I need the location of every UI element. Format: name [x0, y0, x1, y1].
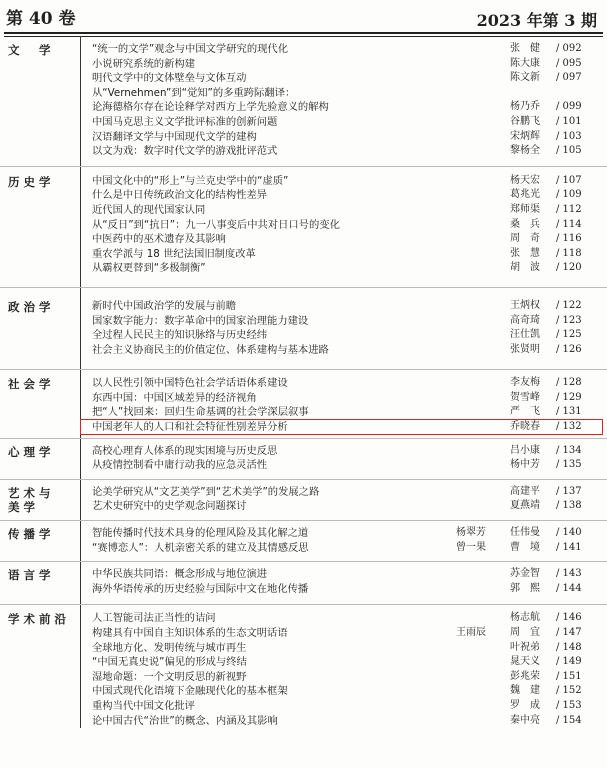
toc-entry[interactable]: [0, 567, 607, 582]
article-title: 中医药中的巫术遗存及其影响: [92, 233, 226, 246]
article-title: 把“人”找回来：回归生命基调的社会学深层叙事: [92, 406, 309, 419]
article-title: 论美学研究从“文艺美学”到“艺术美学”的发展之路: [92, 485, 320, 498]
page-number: / 131: [556, 406, 582, 418]
article-title: 人工智能司法正当性的诘问: [92, 612, 216, 625]
article-author: 贺雪峰: [510, 391, 540, 403]
page-number: / 092: [556, 43, 582, 54]
article-author: 苏金智: [510, 568, 540, 580]
article-title: 近代国人的现代国家认同: [92, 203, 206, 216]
section-subject: 学术前沿: [8, 612, 70, 627]
page-number: / 151: [556, 670, 582, 682]
page-number: / 122: [556, 299, 582, 311]
article-author: 罗 成: [510, 699, 540, 711]
page-number: / 143: [556, 568, 582, 580]
article-author: 桑 兵: [510, 218, 540, 230]
article-title: 中国老年人的人口和社会特征性别差异分析: [92, 421, 288, 434]
header-rule-thick: [4, 32, 603, 34]
article-title: 高校心理育人体系的现实困境与历史反思: [92, 444, 278, 457]
page-number: / 129: [556, 391, 582, 403]
toc-entry[interactable]: [0, 115, 607, 130]
toc-entry[interactable]: [0, 684, 607, 699]
toc-entry[interactable]: [0, 526, 607, 541]
toc-entry[interactable]: [0, 699, 607, 714]
article-author: 乔晓春: [510, 421, 540, 433]
toc-entry[interactable]: [0, 218, 607, 233]
section-subject: 社会学: [8, 377, 55, 392]
article-title: “统一的文学”观念与中国文学研究的现代化: [92, 43, 289, 55]
article-author: 谷鹏飞: [510, 115, 540, 127]
volume-label: 第 40 卷: [6, 9, 76, 29]
toc-section: [0, 605, 607, 728]
toc-entry[interactable]: [0, 100, 607, 115]
article-author: 任伟曼: [510, 527, 540, 539]
article-author: 曹 境: [510, 541, 540, 553]
toc-entry[interactable]: [0, 626, 607, 641]
toc-entry[interactable]: [0, 444, 607, 459]
article-author: 高奇琦: [510, 314, 540, 326]
page-number: / 149: [556, 656, 582, 668]
article-title: 中国马克思主义文学批评标准的创新问题: [92, 115, 278, 128]
toc-entry[interactable]: [0, 611, 607, 626]
article-title: 以文为戏：数字时代文学的游戏批评范式: [92, 145, 278, 158]
toc-entry[interactable]: [0, 130, 607, 145]
page-number: / 152: [556, 685, 582, 697]
article-author: 叶祝弟: [510, 641, 540, 653]
toc-entry[interactable]: [0, 420, 607, 435]
toc-entry[interactable]: [0, 71, 607, 86]
article-author: 葛兆光: [510, 189, 540, 201]
article-author: 杨乃乔: [510, 101, 540, 113]
article-author: 胡 波: [510, 262, 540, 274]
article-title: 社会主义协商民主的价值定位、体系建构与基本进路: [92, 343, 329, 356]
article-title: 中华民族共同语：概念形成与地位演进: [92, 568, 268, 581]
toc-entry[interactable]: [0, 670, 607, 685]
article-author: 陈文新: [510, 72, 540, 84]
page-number: / 126: [556, 343, 582, 355]
article-title: 重构当代中国文化批评: [92, 699, 195, 712]
page-number: / 123: [556, 314, 582, 326]
page-number: / 146: [556, 612, 582, 624]
article-title: 构建具有中国自主知识体系的生态文明话语: [92, 627, 288, 639]
article-title: 中国文化中的“形上”与兰克史学中的“虚质”: [92, 174, 289, 187]
page-number: / 134: [556, 444, 582, 456]
article-title: 汉语翻译文学与中国现代文学的建构: [92, 130, 257, 143]
page-number: / 138: [556, 500, 582, 512]
toc-entry[interactable]: [0, 485, 607, 500]
page-number: / 099: [556, 101, 582, 113]
article-title: 海外华语传承的历史经验与国际中文在地化传播: [92, 582, 309, 595]
article-title: 从霸权更替到“多极制衡”: [92, 262, 206, 275]
article-author: 周 宜: [510, 627, 540, 638]
toc-entry[interactable]: [0, 188, 607, 203]
section-subject: 语言学: [8, 568, 55, 583]
page-number: / 144: [556, 582, 582, 594]
article-title: 重农学派与 18 世纪法国旧制度改革: [92, 247, 256, 260]
toc-section: [0, 36, 607, 167]
toc-section: [0, 439, 607, 480]
toc-entry[interactable]: [0, 641, 607, 656]
page-number: / 141: [556, 541, 582, 553]
article-author: 宋炳辉: [510, 130, 540, 142]
toc-entry[interactable]: [0, 86, 607, 101]
article-title: 什么是中日传统政治文化的结构性差异: [92, 189, 268, 202]
issue-label: 2023 年第 3 期: [476, 11, 597, 30]
article-title: 艺术史研究中的史学观念问题探讨: [92, 500, 247, 513]
toc-entry[interactable]: [0, 405, 607, 420]
toc-entry[interactable]: [0, 261, 607, 276]
toc-entry[interactable]: [0, 42, 607, 57]
article-author: 黎杨全: [510, 145, 540, 157]
article-title: 从“反日”到“抗日”：九一八事变后中共对日口号的变化: [92, 218, 340, 231]
toc-entry[interactable]: [0, 174, 607, 189]
page-number: / 105: [556, 145, 582, 157]
article-author: 杨中芳: [510, 459, 540, 471]
article-author: 李友梅: [510, 377, 540, 389]
co-author: 王雨辰: [456, 627, 486, 638]
article-author: 张 健: [510, 43, 540, 54]
article-title: 明代文学中的文体壁垒与文体互动: [92, 72, 247, 85]
article-author: 陈大康: [510, 57, 540, 69]
article-title: 论中国古代“治世”的概念、内涵及其影响: [92, 714, 278, 727]
article-author: 严 飞: [510, 406, 540, 418]
page-number: / 116: [556, 233, 582, 245]
article-author: 张贤明: [510, 343, 540, 355]
toc-entry[interactable]: [0, 232, 607, 247]
article-title: “中国无真史说”偏见的形成与终结: [92, 656, 247, 669]
article-author: 魏 建: [510, 685, 540, 697]
section-subject: 文 学: [8, 43, 55, 57]
toc-section: [0, 167, 607, 288]
toc-section: [0, 521, 607, 562]
journal-header: [0, 0, 607, 34]
section-subject: 心理学: [8, 444, 55, 459]
toc-entry[interactable]: [0, 314, 607, 329]
page-number: / 103: [556, 130, 582, 142]
article-author: 郭 熙: [510, 582, 540, 594]
article-title: 湿地命题：一个文明反思的新视野: [92, 670, 247, 683]
toc-entry[interactable]: [0, 499, 607, 514]
page-number: / 114: [556, 218, 582, 230]
article-author: 周 奇: [510, 233, 540, 245]
page-number: / 154: [556, 714, 582, 726]
page-number: / 135: [556, 459, 582, 471]
article-author: 彭兆荣: [510, 670, 540, 682]
article-title: 全过程人民民主的知识脉络与历史经纬: [92, 329, 268, 342]
co-author: 曾一果: [456, 541, 486, 553]
toc-entry[interactable]: [0, 582, 607, 597]
article-author: 汪仕凯: [510, 329, 540, 341]
page-number: / 112: [556, 203, 582, 215]
page-number: / 109: [556, 189, 582, 201]
article-title: 以人民性引领中国特色社会学话语体系建设: [92, 377, 288, 390]
section-subject: 历史学: [8, 174, 55, 189]
article-author: 郑师渠: [510, 203, 540, 215]
article-author: 高建平: [510, 485, 540, 497]
article-author: 杨志航: [510, 612, 540, 624]
page-number: / 118: [556, 247, 582, 259]
toc-entry[interactable]: [0, 247, 607, 262]
toc-entry[interactable]: [0, 391, 607, 406]
highlight-box: [80, 419, 603, 435]
page-number: / 107: [556, 174, 582, 186]
toc-entry[interactable]: [0, 714, 607, 729]
page-number: / 148: [556, 641, 582, 653]
page-number: / 153: [556, 699, 582, 711]
toc-entry[interactable]: [0, 203, 607, 218]
page-number: / 095: [556, 57, 582, 69]
article-author: 夏燕靖: [510, 500, 540, 512]
toc-entry[interactable]: [0, 144, 607, 159]
toc-entry[interactable]: [0, 328, 607, 343]
toc-section: [0, 562, 607, 605]
page-number: / 125: [556, 329, 582, 341]
article-title: 从疫情控制看中庸行动我的应急灵活性: [92, 459, 268, 472]
article-author: 杨天宏: [510, 174, 540, 186]
toc-entry[interactable]: [0, 299, 607, 314]
page-number: / 140: [556, 527, 582, 539]
section-subject: 艺术与 美学: [8, 485, 55, 514]
article-title: 论海德格尔存在论诠释学对西方上学先验意义的解构: [92, 101, 329, 114]
article-title: “赛博恋人”：人机亲密关系的建立及其情感反思: [92, 541, 309, 554]
toc-entry[interactable]: [0, 541, 607, 556]
toc-entry[interactable]: [0, 655, 607, 670]
page-number: / 097: [556, 72, 582, 84]
article-author: 秦中亮: [510, 714, 540, 726]
article-author: 吕小康: [510, 444, 540, 456]
page-number: / 128: [556, 377, 582, 389]
section-subject: 政治学: [8, 299, 55, 314]
toc-entry[interactable]: [0, 343, 607, 358]
table-of-contents: [0, 36, 607, 728]
section-subject: 传播学: [8, 527, 55, 542]
article-title: 从“Vernehmen”到“觉知”的多重跨际翻译：: [92, 86, 296, 99]
article-title: 国家数字能力：数字革命中的国家治理能力建设: [92, 314, 309, 327]
page-number: / 147: [556, 627, 582, 638]
article-title: 中国式现代化语境下金融现代化的基本框架: [92, 685, 288, 698]
article-title: 新时代中国政治学的发展与前瞻: [92, 299, 237, 312]
toc-section: [0, 370, 607, 438]
toc-entry[interactable]: [0, 458, 607, 473]
toc-entry[interactable]: [0, 376, 607, 391]
article-title: 智能传播时代技术具身的伦理风险及其化解之道: [92, 527, 309, 540]
toc-section: [0, 480, 607, 521]
toc-section: [0, 288, 607, 370]
article-title: 小说研究系统的新构建: [92, 57, 195, 70]
toc-entry[interactable]: [0, 57, 607, 72]
page-number: / 132: [556, 421, 582, 433]
article-author: 晁天义: [510, 656, 540, 668]
page-number: / 101: [556, 115, 582, 127]
article-author: 王炳权: [510, 299, 540, 311]
co-author: 杨翠芳: [456, 527, 486, 539]
article-title: 全球地方化、发明传统与城市再生: [92, 641, 247, 654]
article-author: 张 慧: [510, 247, 540, 259]
page-number: / 137: [556, 485, 582, 497]
article-title: 东西中国：中国区域差异的经济视角: [92, 391, 257, 404]
page-number: / 120: [556, 262, 582, 274]
